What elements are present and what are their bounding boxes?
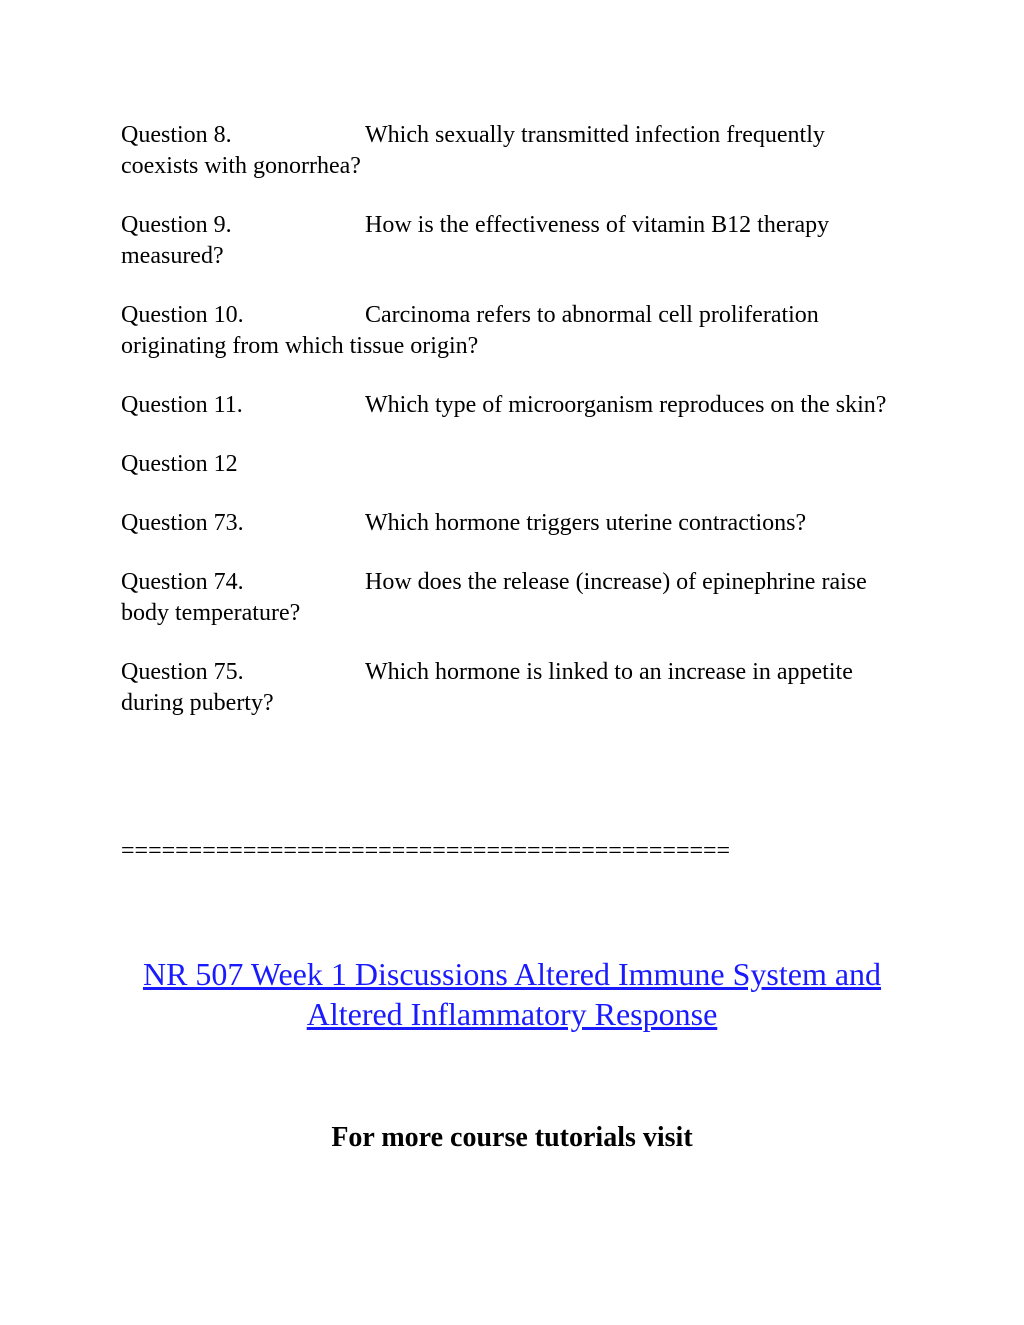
question-label: Question 9.	[121, 212, 232, 238]
question-label: Question 10.	[121, 302, 244, 328]
question-text: Which hormone is linked to an increase in appetite during puberty?	[121, 659, 853, 716]
question-item	[121, 210, 901, 272]
question-label: Question 74.	[121, 569, 244, 595]
course-link[interactable]	[100, 954, 924, 1034]
question-item	[121, 508, 901, 539]
question-label: Question 75.	[121, 659, 244, 685]
more-tutorials-heading: For more course tutorials visit	[331, 1122, 693, 1153]
question-item	[121, 657, 901, 719]
question-text: Which sexually transmitted infection frequently coexists with gonorrhea?	[121, 122, 825, 179]
course-link-line1[interactable]: NR 507 Week 1 Discussions Altered Immune System and	[142, 956, 882, 992]
question-item	[121, 449, 901, 480]
question-label: Question 8.	[121, 122, 232, 148]
question-text: Which hormone triggers uterine contractions?	[365, 510, 807, 536]
question-label: Question 12	[121, 451, 238, 477]
question-text: How is the effectiveness of vitamin B12 therapy measured?	[121, 212, 830, 269]
question-label: Question 73.	[121, 510, 244, 536]
course-link-line2[interactable]: Altered Inflammatory Response	[306, 996, 718, 1032]
question-label: Question 11.	[121, 392, 243, 418]
question-item	[121, 390, 901, 421]
question-text: How does the release (increase) of epinephrine raise body temperature?	[121, 569, 867, 626]
question-text: Carcinoma refers to abnormal cell proliferation originating from which tissue origin?	[121, 302, 819, 359]
question-item	[121, 300, 901, 362]
question-item	[121, 567, 901, 629]
question-text: Which type of microorganism reproduces on the skin?	[365, 392, 887, 418]
question-list	[121, 120, 901, 747]
separator-line: =============================================	[121, 838, 731, 864]
question-item	[121, 120, 901, 182]
